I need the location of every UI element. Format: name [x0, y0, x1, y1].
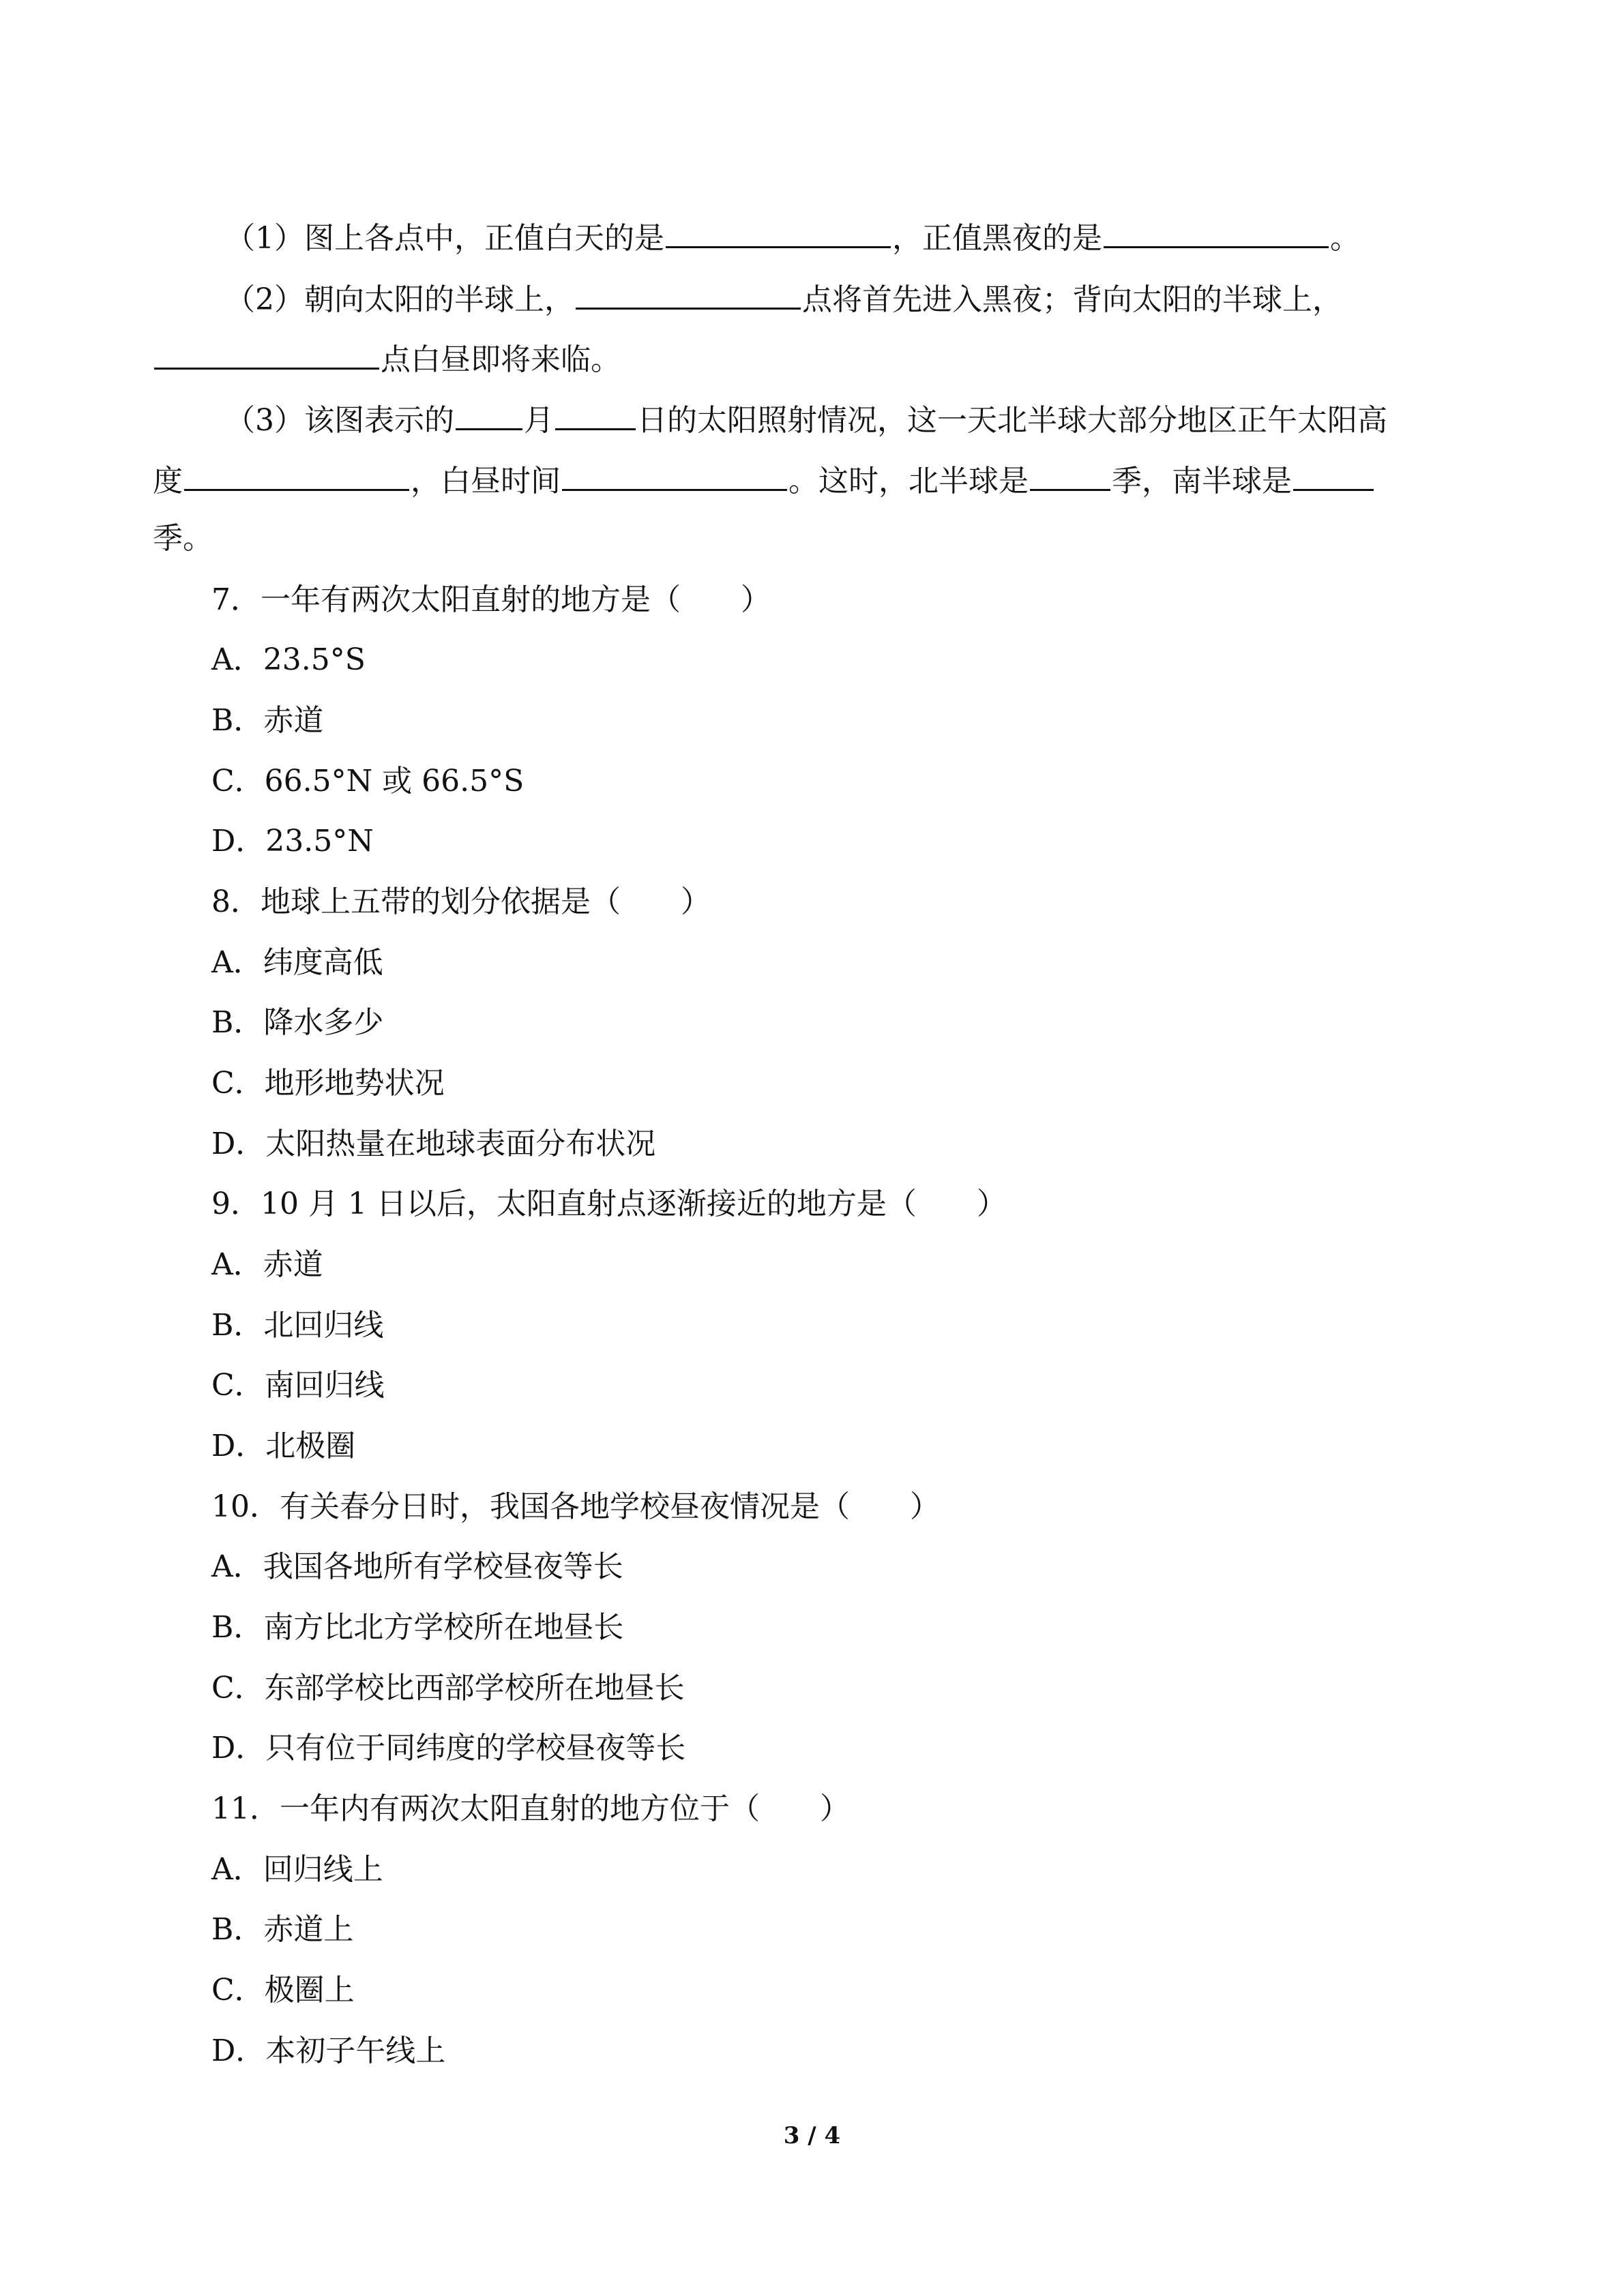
subquestion-1-text-b: ，正值黑夜的是	[892, 221, 1102, 256]
answer-blank[interactable]	[576, 278, 801, 310]
subquestion-2-continued	[0, 338, 1624, 381]
subquestion-1	[0, 216, 1624, 259]
subquestion-3	[0, 398, 1624, 441]
question-10-stem: 10．有关春分日时，我国各地学校昼夜情况是（ ）	[211, 1489, 940, 1524]
subquestion-3-text-c: 日的太阳照射情况，这一天北半球大部分地区正午太阳高	[637, 403, 1387, 438]
question-8-option-a[interactable]: A．纬度高低	[211, 945, 383, 980]
question-9-stem: 9．10 月 1 日以后，太阳直射点逐渐接近的地方是（ ）	[211, 1187, 1007, 1221]
question-8-option-c[interactable]: C．地形地势状况	[211, 1066, 445, 1101]
subquestion-3-text-g: 季，南半球是	[1112, 464, 1292, 498]
subquestion-3-text-a: （3）该图表示的	[225, 403, 454, 438]
subquestion-3-text-e: ，白昼时间	[411, 464, 561, 498]
subquestion-3-text-d: 度	[153, 464, 183, 498]
subquestion-3-continued	[0, 459, 1624, 502]
question-8-stem: 8．地球上五带的划分依据是（ ）	[211, 884, 711, 919]
question-11-stem: 11．一年内有两次太阳直射的地方位于（ ）	[211, 1791, 850, 1826]
answer-blank[interactable]	[666, 216, 891, 248]
subquestion-2	[0, 278, 1624, 320]
question-10-option-c[interactable]: C．东部学校比西部学校所在地昼长	[211, 1671, 685, 1705]
answer-blank[interactable]	[1104, 216, 1329, 248]
subquestion-3-text-f: 。这时，北半球是	[788, 464, 1029, 498]
page-number: 3 / 4	[783, 2122, 841, 2149]
answer-blank[interactable]	[1030, 459, 1110, 491]
question-9-option-b[interactable]: B．北回归线	[211, 1308, 384, 1343]
subquestion-2-text-b: 点将首先进入黑夜；背向太阳的半球上，	[802, 282, 1342, 317]
question-8-option-d[interactable]: D．太阳热量在地球表面分布状况	[211, 1127, 656, 1161]
question-11-option-c[interactable]: C．极圈上	[211, 1973, 355, 2008]
subquestion-1-text-c: 。	[1330, 221, 1360, 256]
question-7-option-a[interactable]: A．23.5°S	[211, 642, 366, 677]
answer-blank[interactable]	[555, 398, 636, 430]
answer-blank[interactable]	[184, 459, 409, 491]
question-11-option-a[interactable]: A．回归线上	[211, 1852, 383, 1887]
question-7-stem: 7．一年有两次太阳直射的地方是（ ）	[211, 582, 771, 617]
question-7-option-b[interactable]: B．赤道	[211, 703, 324, 738]
answer-blank[interactable]	[154, 338, 379, 370]
question-9-option-d[interactable]: D．北极圈	[211, 1429, 356, 1463]
answer-blank[interactable]	[562, 459, 787, 491]
question-7-option-c[interactable]: C．66.5°N 或 66.5°S	[211, 764, 525, 799]
subquestion-2-text-c: 点白昼即将来临。	[381, 342, 621, 377]
subquestion-2-text-a: （2）朝向太阳的半球上，	[225, 282, 574, 317]
question-10-option-d[interactable]: D．只有位于同纬度的学校昼夜等长	[211, 1731, 686, 1765]
subquestion-1-text-a: （1）图上各点中，正值白天的是	[225, 221, 664, 256]
question-11-option-d[interactable]: D．本初子午线上	[211, 2033, 446, 2068]
question-10-option-b[interactable]: B．南方比北方学校所在地昼长	[211, 1610, 624, 1645]
subquestion-3-text-h: 季。	[153, 521, 213, 556]
answer-blank[interactable]	[456, 398, 522, 430]
question-9-option-a[interactable]: A．赤道	[211, 1247, 323, 1282]
question-10-option-a[interactable]: A．我国各地所有学校昼夜等长	[211, 1549, 623, 1584]
question-11-option-b[interactable]: B．赤道上	[211, 1912, 354, 1947]
question-9-option-c[interactable]: C．南回归线	[211, 1368, 385, 1403]
subquestion-3-continued-2	[0, 518, 1624, 559]
question-8-option-b[interactable]: B．降水多少	[211, 1005, 384, 1040]
answer-blank[interactable]	[1293, 459, 1374, 491]
subquestion-3-text-b: 月	[524, 403, 554, 438]
question-7-option-d[interactable]: D．23.5°N	[211, 824, 374, 859]
